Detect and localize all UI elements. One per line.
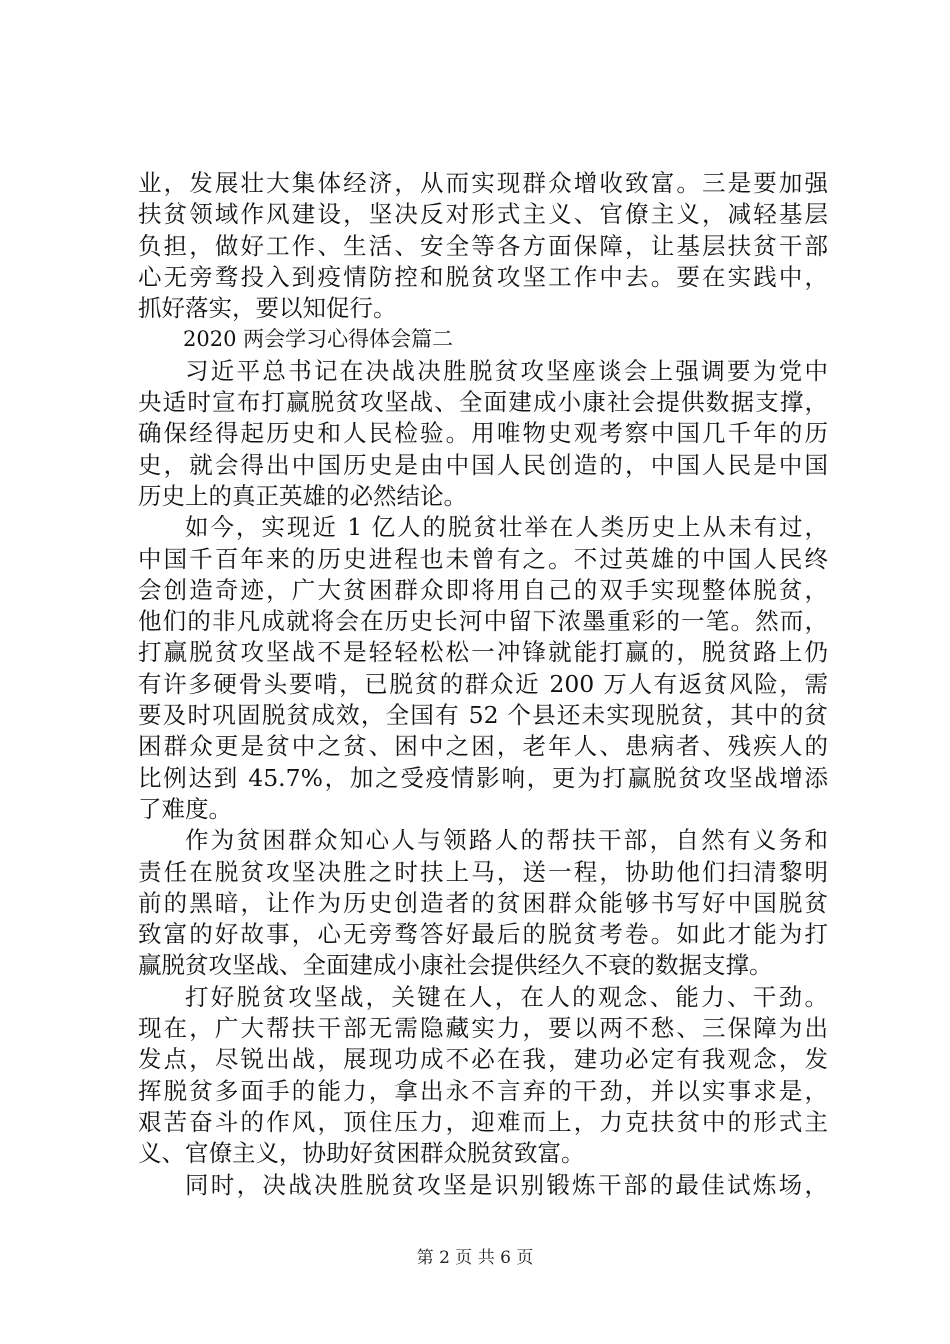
text-line: 负担，做好工作、生活、安全等各方面保障，让基层扶贫干部	[138, 231, 828, 260]
text-line: 他们的非凡成就将会在历史长河中留下浓墨重彩的一笔。然而，	[138, 607, 828, 636]
text-line: 了难度。	[138, 794, 232, 823]
text-line: 业，发展壮大集体经济，从而实现群众增收致富。三是要加强	[138, 169, 828, 197]
text-line: 致富的好故事，心无旁骛答好最后的脱贫考卷。如此才能为打	[138, 920, 828, 949]
text-line: 发点，尽锐出战，展现功成不必在我，建功必定有我观念，发	[138, 1045, 828, 1074]
text-line: 艰苦奋斗的作风，顶住压力，迎难而上，力克扶贫中的形式主	[138, 1107, 828, 1136]
text-line: 前的黑暗，让作为历史创造者的贫困群众能够书写好中国脱贫	[138, 888, 828, 917]
text-line: 扶贫领域作风建设，坚决反对形式主义、官僚主义，减轻基层	[138, 200, 828, 229]
text-line: 要及时巩固脱贫成效，全国有 52 个县还未实现脱贫，其中的贫	[138, 701, 828, 730]
page-footer	[0, 1243, 950, 1268]
text-line: 现在，广大帮扶干部无需隐藏实力，要以两不愁、三保障为出	[138, 1014, 828, 1043]
text-line: 心无旁骛投入到疫情防控和脱贫攻坚工作中去。要在实践中，	[138, 262, 828, 291]
text-line: 习近平总书记在决战决胜脱贫攻坚座谈会上强调要为党中	[185, 356, 828, 385]
text-line: 责任在脱贫攻坚决胜之时扶上马，送一程，协助他们扫清黎明	[138, 857, 828, 886]
paragraph	[138, 982, 828, 1170]
text-line: 挥脱贫多面手的能力，拿出永不言弃的干劲，并以实事求是，	[138, 1076, 828, 1105]
text-line: 赢脱贫攻坚战、全面建成小康社会提供经久不衰的数据支撑。	[138, 951, 773, 980]
text-line: 如今，实现近 1 亿人的脱贫壮举在人类历史上从未有过，	[185, 513, 828, 542]
text-line: 央适时宣布打赢脱贫攻坚战、全面建成小康社会提供数据支撑，	[138, 388, 828, 417]
text-line: 历史上的真正英雄的必然结论。	[138, 481, 467, 510]
text-line: 会创造奇迹，广大贫困群众即将用自己的双手实现整体脱贫，	[138, 575, 828, 604]
paragraph	[138, 168, 828, 324]
section-heading	[138, 324, 828, 355]
text-line: 同时，决战决胜脱贫攻坚是识别锻炼干部的最佳试炼场，	[185, 1170, 828, 1199]
paragraph	[138, 512, 828, 825]
text-line: 比例达到 45.7%，加之受疫情影响，更为打赢脱贫攻坚战增添	[138, 763, 828, 792]
text-line: 作为贫困群众知心人与领路人的帮扶干部，自然有义务和	[185, 826, 828, 855]
page-number: 第 2 页 共 6 页	[416, 1248, 534, 1268]
heading-text: 2020 两会学习心得体会篇二	[183, 327, 454, 352]
text-line: 困群众更是贫中之贫、困中之困，老年人、患病者、残疾人的	[138, 732, 828, 761]
paragraph	[138, 825, 828, 981]
paragraph	[138, 1170, 828, 1201]
text-line: 打好脱贫攻坚战，关键在人，在人的观念、能力、干劲。	[185, 982, 828, 1011]
text-line: 史，就会得出中国历史是由中国人民创造的，中国人民是中国	[138, 450, 828, 479]
text-line: 义、官僚主义，协助好贫困群众脱贫致富。	[138, 1139, 585, 1168]
paragraph	[138, 356, 828, 512]
text-line: 有许多硬骨头要啃，已脱贫的群众近 200 万人有返贫风险，需	[138, 669, 828, 698]
text-line: 抓好落实，要以知促行。	[138, 294, 397, 323]
document-body	[138, 168, 828, 1201]
text-line: 打赢脱贫攻坚战不是轻轻松松一冲锋就能打赢的，脱贫路上仍	[138, 638, 828, 667]
text-line: 中国千百年来的历史进程也未曾有之。不过英雄的中国人民终	[138, 544, 828, 573]
text-line: 确保经得起历史和人民检验。用唯物史观考察中国几千年的历	[138, 419, 828, 448]
